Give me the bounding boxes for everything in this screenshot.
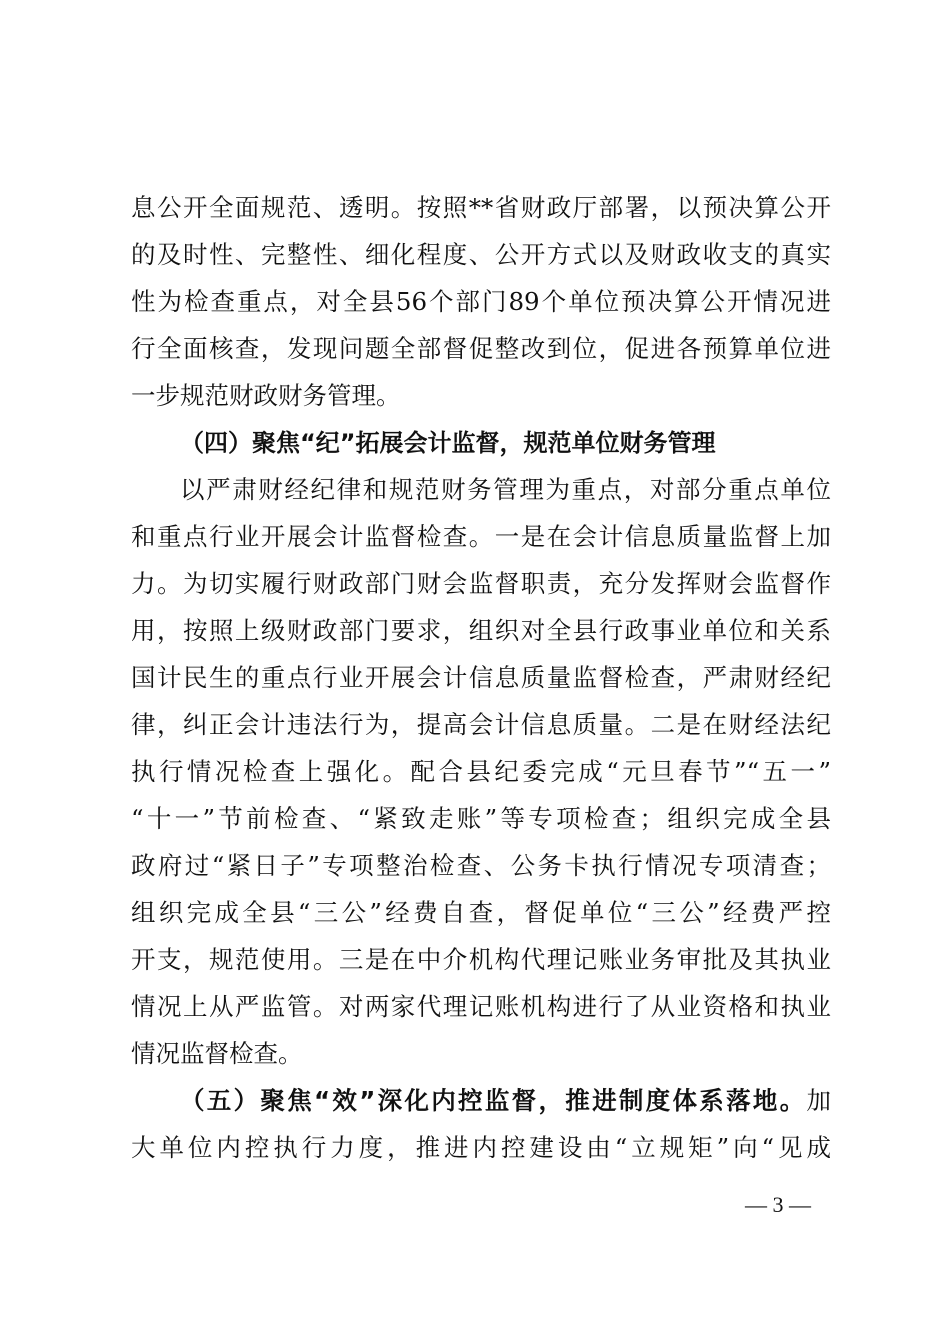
page-number: — 3 — (745, 1192, 811, 1217)
text-line: 行全面核查，发现问题全部督促整改到位，促进各预算单位进 (131, 334, 831, 363)
text-line: 息公开全面规范、透明。按照**省财政厅部署，以预决算公开 (131, 193, 831, 222)
text-line: 一步规范财政财务管理。 (131, 381, 401, 410)
section-heading-5: （五）聚焦“效”深化内控监督，推进制度体系落地。 (180, 1086, 807, 1115)
section-heading-5-line (180, 1081, 831, 1121)
text-line: “十一”节前检查、“紧致走账”等专项检查；组织完成全县 (131, 804, 831, 833)
text-line: 律，纠正会计违法行为，提高会计信息质量。二是在财经法纪 (131, 710, 831, 739)
section-heading-4: （四）聚焦“纪”拓展会计监督，规范单位财务管理 (180, 429, 716, 457)
text-line: 以严肃财经纪律和规范财务管理为重点，对部分重点单位 (180, 475, 831, 504)
text-line: 组织完成全县“三公”经费自查，督促单位“三公”经费严控 (131, 898, 831, 927)
text-line: 和重点行业开展会计监督检查。一是在会计信息质量监督上加 (131, 522, 831, 551)
text-line: 大单位内控执行力度，推进内控建设由“立规矩”向“见成 (131, 1133, 831, 1162)
text-line: 情况上从严监管。对两家代理记账机构进行了从业资格和执业 (131, 992, 831, 1021)
text-line: 性为检查重点，对全县56个部门89个单位预决算公开情况进 (131, 287, 831, 316)
text-line: 情况监督检查。 (131, 1039, 303, 1068)
text-line: 的及时性、完整性、细化程度、公开方式以及财政收支的真实 (131, 240, 831, 269)
text-line: 用，按照上级财政部门要求，组织对全县行政事业单位和关系 (131, 616, 831, 645)
text-line: 开支，规范使用。三是在中介机构代理记账业务审批及其执业 (131, 945, 831, 974)
text-line: 国计民生的重点行业开展会计信息质量监督检查，严肃财经纪 (131, 663, 831, 692)
text-line: 执行情况检查上强化。配合县纪委完成“元旦春节”“五一” (131, 757, 831, 786)
text-line: 力。为切实履行财政部门财会监督职责，充分发挥财会监督作 (131, 569, 831, 598)
heading-5-tail-text: 加 (806, 1086, 831, 1115)
text-line: 政府过“紧日子”专项整治检查、公务卡执行情况专项清查； (131, 851, 831, 880)
